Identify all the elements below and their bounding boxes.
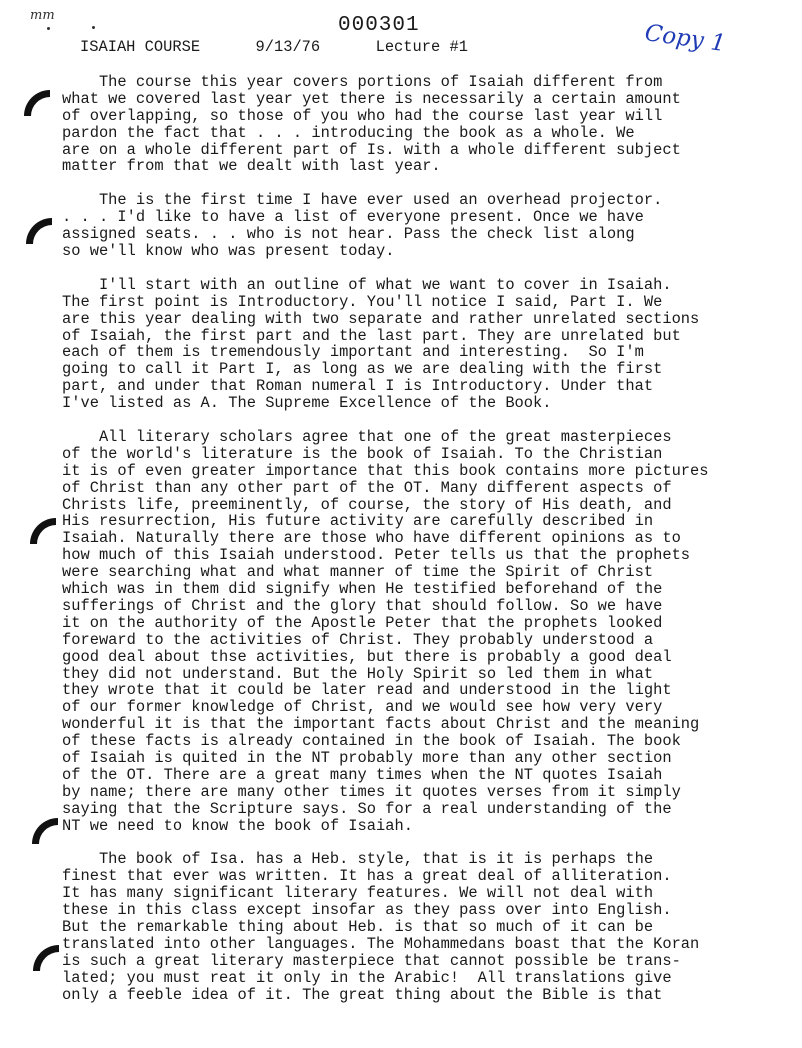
text-line: It has many significant literary features. We will not deal with — [62, 884, 654, 903]
text-line: saying that the Scripture says. So for a real understanding of the — [62, 799, 672, 818]
text-line: foreward to the activities of Christ. They probably understood a — [62, 630, 654, 649]
paragraph — [62, 74, 752, 175]
page-number: 000301 — [338, 14, 420, 37]
text-line: it is of even greater importance that this book contains more pictures — [62, 461, 709, 480]
lecture-date: 9/13/76 — [255, 38, 321, 56]
lecture-number: Lecture #1 — [375, 38, 468, 56]
text-line: The book of Isa. has a Heb. style, that is it is perhaps the — [62, 850, 654, 869]
text-line: of these facts is already contained in the book of Isaiah. The book — [62, 732, 681, 751]
margin-dot — [47, 27, 50, 30]
paragraph — [62, 429, 752, 834]
binder-hole-mark — [24, 90, 50, 116]
text-line: wonderful it is that the important facts about Christ and the meaning — [62, 715, 700, 734]
text-line: pardon the fact that . . . introducing the book as a whole. We — [62, 123, 635, 142]
text-line: All literary scholars agree that one of the great masterpieces — [62, 428, 672, 447]
binder-hole-mark — [30, 518, 56, 544]
text-line: assigned seats. . . who is not hear. Pass the check list along — [62, 225, 635, 244]
text-line: of Isaiah is quited in the NT probably more than any other section — [62, 748, 672, 767]
paragraph — [62, 277, 752, 412]
text-line: of the world's literature is the book of Isaiah. To the Christian — [62, 444, 663, 463]
text-line: these in this class except insofar as they pass over into English. — [62, 901, 672, 920]
text-line: of Isaiah, the first part and the last part. They are unrelated but — [62, 326, 681, 345]
text-line: part, and under that Roman numeral I is Introductory. Under that — [62, 377, 654, 396]
binder-hole-mark — [33, 945, 59, 971]
text-line: Isaiah. Naturally there are those who have different opinions as to — [62, 529, 681, 548]
text-line: I'll start with an outline of what we want to cover in Isaiah. — [62, 275, 672, 294]
text-line: they did not understand. But the Holy Spirit so led them in what — [62, 664, 654, 683]
document-header — [80, 38, 468, 56]
text-line: is such a great literary masterpiece that cannot possible be trans- — [62, 951, 681, 970]
text-line: But the remarkable thing about Heb. is that so much of it can be — [62, 917, 654, 936]
text-line: are this year dealing with two separate and rather unrelated sections — [62, 309, 700, 328]
margin-dot — [92, 26, 95, 29]
text-line: so we'll know who was present today. — [62, 242, 395, 261]
text-line: what we covered last year yet there is necessarily a certain amount — [62, 89, 681, 108]
text-line: lated; you must reat it only in the Arabic! All translations give — [62, 968, 672, 987]
text-line: NT we need to know the book of Isaiah. — [62, 816, 413, 835]
text-line: of overlapping, so those of you who had the course last year will — [62, 106, 663, 125]
course-title: ISAIAH COURSE — [80, 38, 201, 56]
handwritten-copy-note: Copy 1 — [643, 20, 728, 58]
text-line: Christs life, preeminently, of course, the story of His death, and — [62, 495, 672, 514]
text-line: His resurrection, His future activity are carefully described in — [62, 512, 654, 531]
text-line: translated into other languages. The Mohammedans boast that the Koran — [62, 934, 700, 953]
text-line: each of them is tremendously important and interesting. So I'm — [62, 343, 644, 362]
text-line: were searching what and what manner of time the Spirit of Christ — [62, 563, 654, 582]
binder-hole-mark — [32, 818, 58, 844]
text-line: The course this year covers portions of Isaiah different from — [62, 73, 663, 91]
margin-handwritten-mark: mm — [30, 8, 55, 23]
text-line: sufferings of Christ and the glory that should follow. So we have — [62, 596, 663, 615]
text-line: by name; there are many other times it quotes verses from it simply — [62, 782, 681, 801]
text-line: how much of this Isaiah understood. Peter tells us that the prophets — [62, 546, 691, 565]
text-line: only a feeble idea of it. The great thing about the Bible is that — [62, 985, 663, 1004]
text-line: The first point is Introductory. You'll notice I said, Part I. We — [62, 292, 663, 311]
text-line: of the OT. There are a great many times when the NT quotes Isaiah — [62, 765, 663, 784]
text-line: of our former knowledge of Christ, and we would see how very very — [62, 698, 663, 717]
binder-hole-mark — [26, 218, 52, 244]
text-line: going to call it Part I, as long as we are dealing with the first — [62, 360, 663, 379]
text-line: are on a whole different part of Is. with a whole different subject — [62, 140, 681, 159]
text-line: The is the first time I have ever used an overhead projector. — [62, 191, 663, 210]
text-line: I've listed as A. The Supreme Excellence of the Book. — [62, 394, 552, 413]
text-line: . . . I'd like to have a list of everyone present. Once we have — [62, 208, 644, 227]
text-line: good deal about thse activities, but there is probably a good deal — [62, 647, 672, 666]
text-line: finest that ever was written. It has a great deal of alliteration. — [62, 867, 672, 886]
text-line: they wrote that it could be later read and understood in the light — [62, 681, 672, 700]
lecture-body — [62, 74, 752, 1020]
paragraph — [62, 851, 752, 1003]
text-line: which was in them did signify when He testified beforehand of the — [62, 580, 663, 599]
text-line: matter from that we dealt with last year. — [62, 157, 441, 176]
text-line: of Christ than any other part of the OT. Many different aspects of — [62, 478, 672, 497]
text-line: it on the authority of the Apostle Peter that the prophets looked — [62, 613, 663, 632]
paragraph — [62, 192, 752, 260]
